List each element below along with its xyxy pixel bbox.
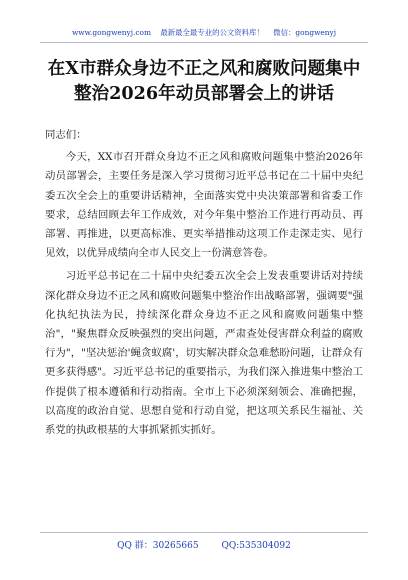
page-footer [0,532,408,580]
page-header [0,0,408,48]
footer-contact [0,538,408,551]
footer-qq: QQ:535304092 [221,541,291,551]
salutation: 同志们： [45,129,87,141]
document-body [45,126,363,444]
header-wechat: 微信：gongwenyj [273,28,337,37]
header-site-link[interactable]: www.gongwenyj.com [71,28,151,37]
document-title [20,56,388,106]
body-paragraph-2: 习近平总书记在二十届中央纪委五次全会上发表重要讲话对持续深化群众身边不正之风和腐败问题集中整治作出战略部署，强调要"强化执纪执法为民，持续深化群众身边不正之风和腐败问题集中整治"，"聚焦群众反映强烈的突出问题，严肃查处侵害群众利益的腐败行为"，"坚决惩治'蝇贪蚁腐'，切实解决群众急难愁盼问题，让群众有更多获得感"。习近平总书记的重要指示，为我们深入推进集中整治工作提供了根本遵循和行动指南。全市上下必须深刻领会、准确把握，以高度的政治自觉、思想自觉和行动自觉，把这项关系民生福祉、关系党的执政根基的大事抓紧抓实抓好。 [45,270,363,437]
title-line-1: 在X市群众身边不正之风和腐败问题集中 [47,58,361,79]
header-banner [0,27,408,38]
footer-qq-group: QQ 群：30265665 [117,541,199,551]
footer-divider [40,532,368,533]
body-paragraph-1: 今天，XX市召开群众身边不正之风和腐败问题集中整治2026年动员部署会，主要任务是深入学习贯彻习近平总书记在二十届中央纪委五次全会上的重要讲话精神，全面落实党中央决策部署和省委工作要求，总结回顾去年工作成效，对今年集中整治工作进行再动员、再部署、再推进，以更高标准、更实举措推动这项工作走深走实、见行见效，以优异成绩向全市人民交上一份满意答卷。 [45,151,363,260]
header-slogan: 最新最全最专业的公文资料库！ [160,28,264,37]
header-divider [40,42,368,43]
title-line-2: 整治2026年动员部署会上的讲话 [73,83,335,104]
